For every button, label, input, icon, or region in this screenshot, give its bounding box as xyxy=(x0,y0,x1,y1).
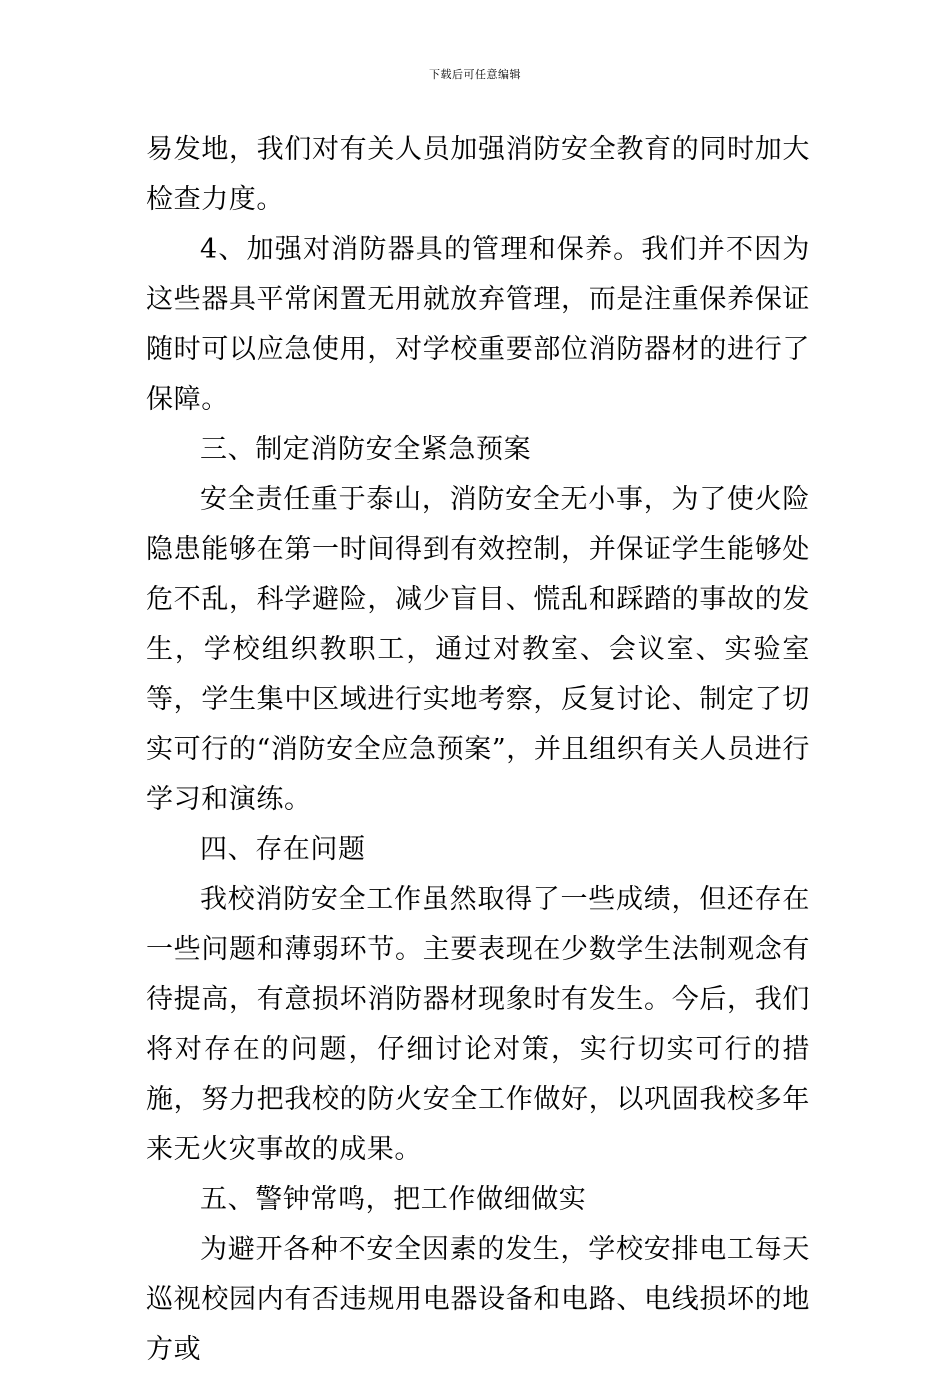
paragraph-continuation: 易发地，我们对有关人员加强消防安全教育的同时加大检查力度。 xyxy=(146,134,810,215)
page-header: 下载后可任意编辑 xyxy=(429,68,521,81)
section-heading-5: 五、警钟常鸣，把工作做细做实 xyxy=(200,1184,587,1215)
paragraph-inspection: 为避开各种不安全因素的发生，学校安排电工每天巡视校园内有否违规用电器设备和电路、电线损坏的地方或 xyxy=(146,1234,810,1365)
paragraph-problems: 我校消防安全工作虽然取得了一些成绩，但还存在一些问题和薄弱环节。主要表现在少数学生法制观念有待提高，有意损坏消防器材现象时有发生。今后，我们将对存在的问题，仔细讨论对策，实行切实可行的措施，努力把我校的防火安全工作做好，以巩固我校多年来无火灾事故的成果。 xyxy=(146,884,810,1165)
paragraph-emergency-plan: 安全责任重于泰山，消防安全无小事，为了使火险隐患能够在第一时间得到有效控制，并保证学生能够处危不乱，科学避险，减少盲目、慌乱和踩踏的事故的发生，学校组织教职工，通过对教室、会议室、实验室等，学生集中区域进行实地考察，反复讨论、制定了切实可行的“消防安全应急预案”，并且组织有关人员进行学习和演练。 xyxy=(146,484,810,815)
section-heading-3: 三、制定消防安全紧急预案 xyxy=(200,434,532,465)
document-body xyxy=(146,125,810,1375)
section-heading-4: 四、存在问题 xyxy=(200,834,366,865)
paragraph-item-4: 4、加强对消防器具的管理和保养。我们并不因为这些器具平常闲置无用就放弃管理，而是注重保养保证随时可以应急使用，对学校重要部位消防器材的进行了保障。 xyxy=(146,234,810,415)
